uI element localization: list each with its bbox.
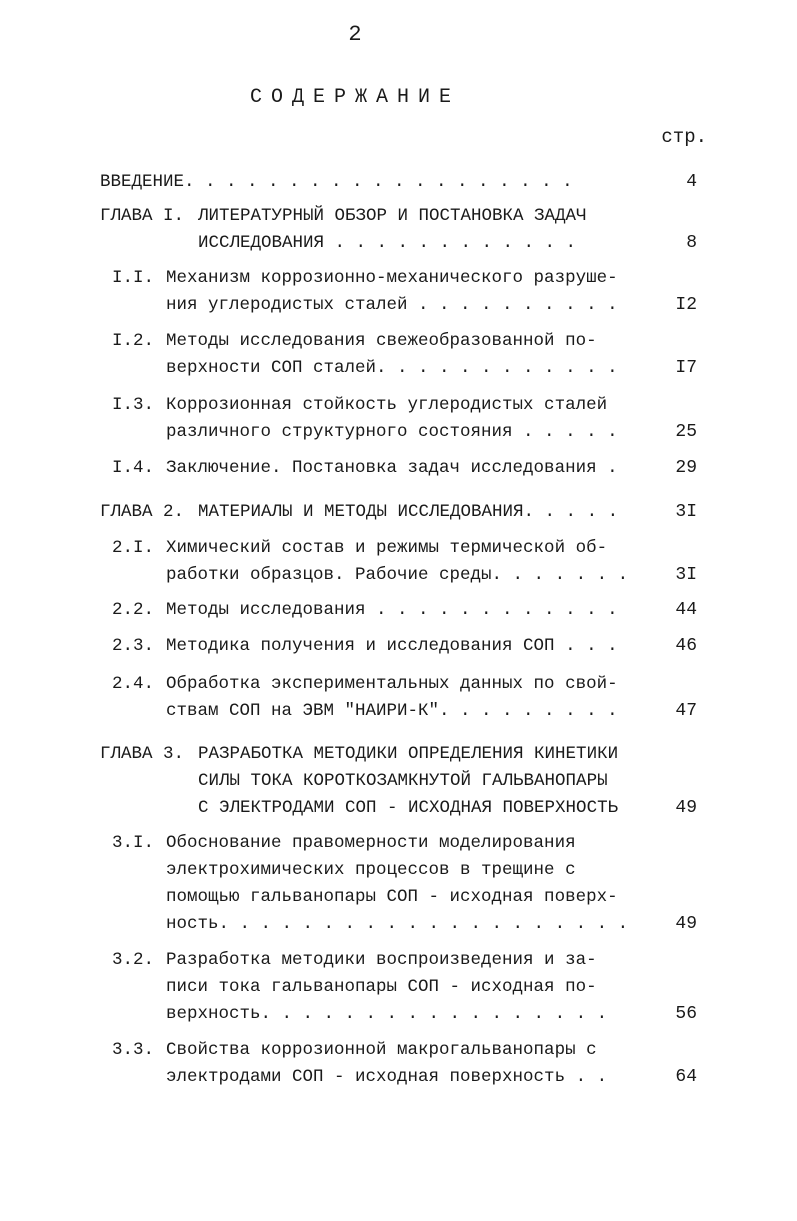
toc-entry-label: 2.3.: [112, 636, 155, 656]
toc-entry-page: 64: [675, 1067, 697, 1087]
toc-entry-text: помощью гальванопары СОП - исходная поверх-: [166, 887, 618, 907]
toc-entry-text: Химический состав и режимы термической об-: [166, 538, 608, 558]
toc-entry-label: 2.I.: [112, 538, 155, 558]
toc-entry-text: Разработка методики воспроизведения и за-: [166, 950, 597, 970]
toc-entry-label: 2.4.: [112, 674, 155, 694]
toc-entry-page: 3I: [675, 565, 697, 585]
toc-entry-label: ГЛАВА 3.: [100, 744, 185, 764]
toc-entry-label: 2.2.: [112, 600, 155, 620]
toc-entry-page: 29: [675, 458, 697, 478]
toc-entry-text: МАТЕРИАЛЫ И МЕТОДЫ ИССЛЕДОВАНИЯ. . . . .: [198, 502, 619, 522]
toc-entry-label: I.3.: [112, 395, 155, 415]
toc-entry-label: ГЛАВА I.: [100, 206, 185, 226]
toc-entry-text: Обработка экспериментальных данных по свой-: [166, 674, 618, 694]
toc-entry-text: работки образцов. Рабочие среды. . . . . . .: [166, 565, 629, 585]
toc-entry-text: электродами СОП - исходная поверхность . .: [166, 1067, 608, 1087]
toc-entry-text: СИЛЫ ТОКА КОРОТКОЗАМКНУТОЙ ГАЛЬВАНОПАРЫ: [198, 771, 608, 791]
toc-entry-page: 49: [675, 798, 697, 818]
toc-entry-text: верхности СОП сталей. . . . . . . . . . . .: [166, 358, 618, 378]
toc-entry-text: Методы исследования свежеобразованной по-: [166, 331, 597, 351]
toc-entry-page: 44: [675, 600, 697, 620]
page-number: 2: [348, 22, 362, 47]
toc-entry-text: электрохимических процессов в трещине с: [166, 860, 576, 880]
toc-entry-text: верхность. . . . . . . . . . . . . . . . .: [166, 1004, 608, 1024]
toc-entry-label: 3.I.: [112, 833, 155, 853]
page-title: СОДЕРЖАНИЕ: [249, 86, 461, 109]
toc-entry-text: ИССЛЕДОВАНИЯ . . . . . . . . . . . .: [198, 233, 577, 253]
toc-entry-page: 8: [686, 233, 697, 253]
toc-entry-page: 4: [686, 172, 697, 192]
toc-entry-text: Обоснование правомерности моделирования: [166, 833, 576, 853]
toc-entry-label: I.2.: [112, 331, 155, 351]
toc-entry-text: ЛИТЕРАТУРНЫЙ ОБЗОР И ПОСТАНОВКА ЗАДАЧ: [198, 206, 587, 226]
toc-entry-page: 47: [675, 701, 697, 721]
toc-entry-text: Механизм коррозионно-механического разруше-: [166, 268, 618, 288]
toc-entry-page: 3I: [675, 502, 697, 522]
toc-entry-text: Методика получения и исследования СОП . . .: [166, 636, 618, 656]
page-column-label: стр.: [661, 126, 707, 148]
toc-entry-label: 3.3.: [112, 1040, 155, 1060]
toc-entry-text: ствам СОП на ЭВМ "НАИРИ-К". . . . . . . . .: [166, 701, 618, 721]
toc-entry-text: Заключение. Постановка задач исследования .: [166, 458, 618, 478]
toc-entry-text: писи тока гальванопары СОП - исходная по-: [166, 977, 597, 997]
toc-entry-label: ГЛАВА 2.: [100, 502, 185, 522]
toc-entry-text: Коррозионная стойкость углеродистых сталей: [166, 395, 608, 415]
toc-entry-label: I.4.: [112, 458, 155, 478]
toc-entry-page: 25: [675, 422, 697, 442]
toc-entry-text: ВВЕДЕНИЕ. . . . . . . . . . . . . . . . . . .: [100, 172, 573, 192]
toc-entry-text: ния углеродистых сталей . . . . . . . . . .: [166, 295, 618, 315]
toc-entry-page: 56: [675, 1004, 697, 1024]
toc-entry-page: I2: [675, 295, 697, 315]
toc-entry-text: ность. . . . . . . . . . . . . . . . . . . .: [166, 914, 629, 934]
toc-entry-text: Методы исследования . . . . . . . . . . . .: [166, 600, 618, 620]
toc-entry-label: 3.2.: [112, 950, 155, 970]
toc-entry-text: РАЗРАБОТКА МЕТОДИКИ ОПРЕДЕЛЕНИЯ КИНЕТИКИ: [198, 744, 619, 764]
toc-entry-text: различного структурного состояния . . . . .: [166, 422, 618, 442]
toc-entry-label: I.I.: [112, 268, 155, 288]
toc-entry-page: 46: [675, 636, 697, 656]
toc-entry-text: С ЭЛЕКТРОДАМИ СОП - ИСХОДНАЯ ПОВЕРХНОСТЬ: [198, 798, 619, 818]
toc-entry-page: 49: [675, 914, 697, 934]
toc-entry-page: I7: [675, 358, 697, 378]
toc-entry-text: Свойства коррозионной макрогальванопары с: [166, 1040, 597, 1060]
